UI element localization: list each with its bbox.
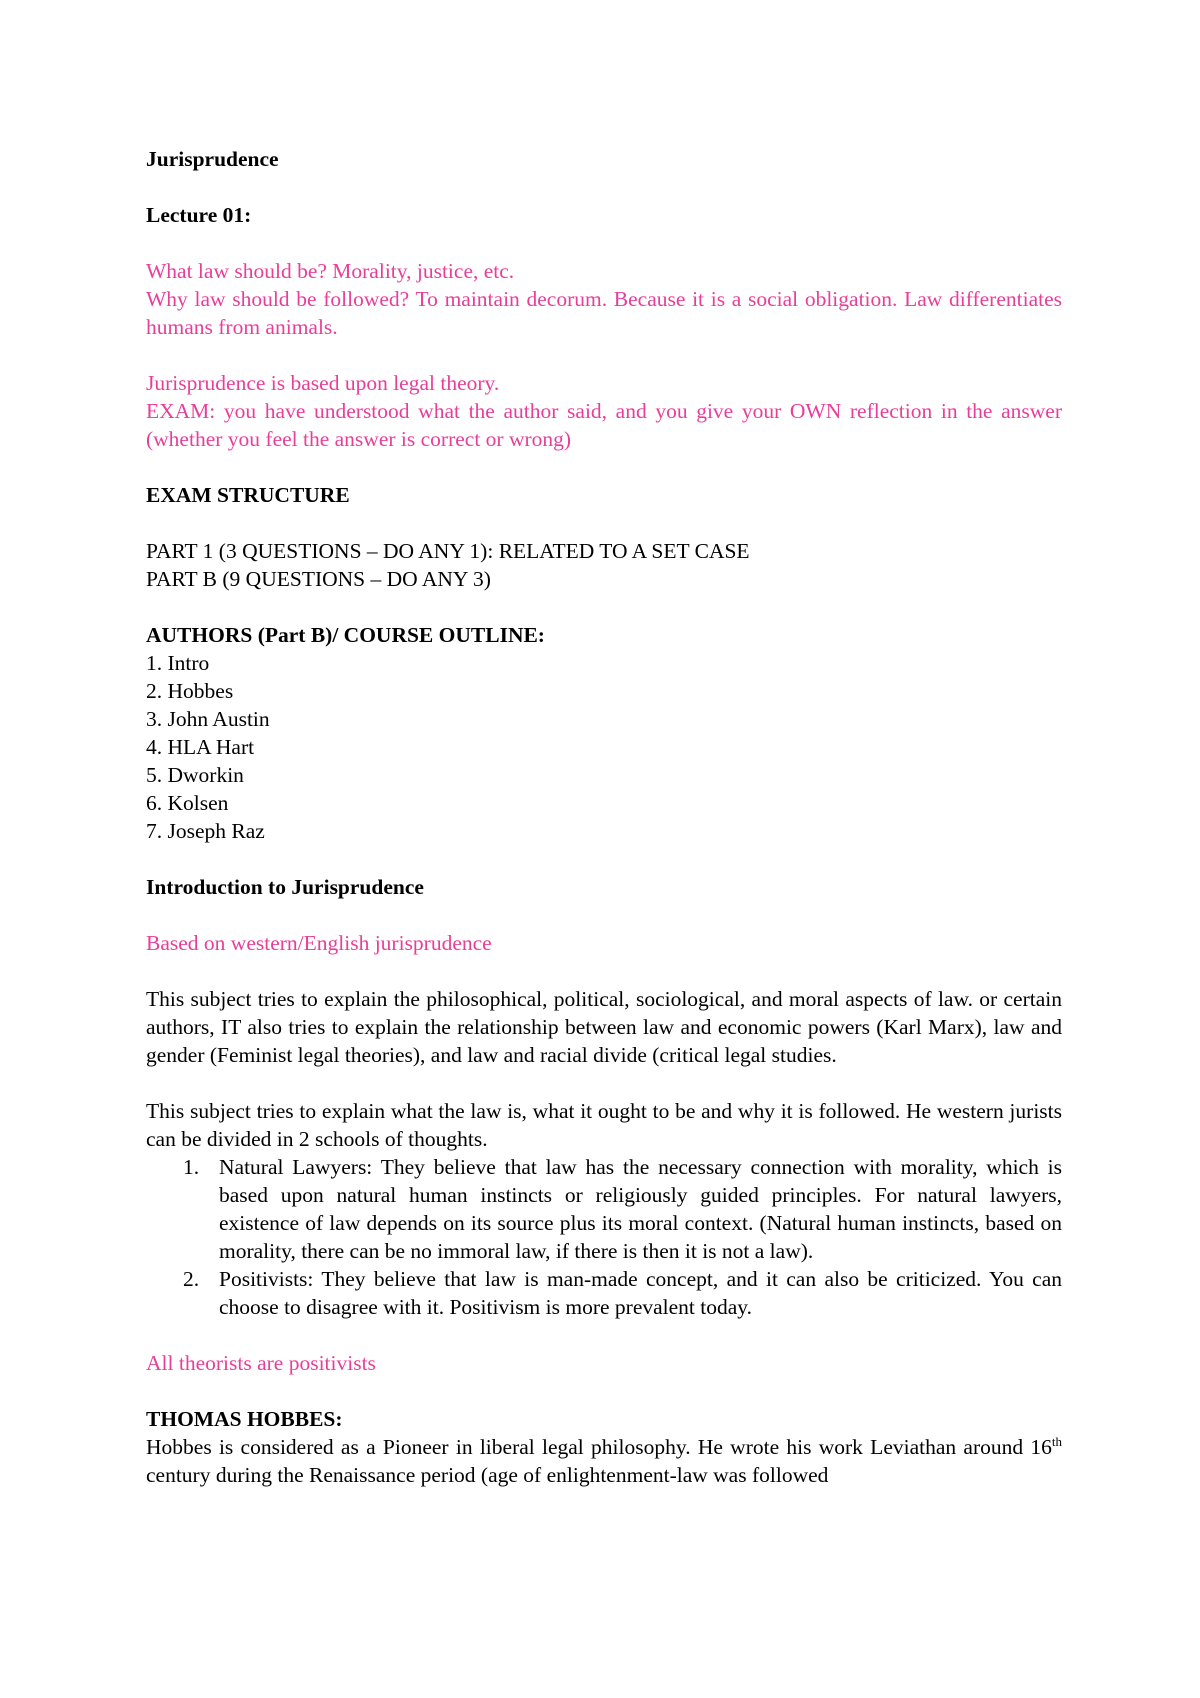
document-body (146, 145, 1062, 1489)
note-line: What law should be? Morality, justice, etc. (146, 259, 515, 283)
superscript: th (1051, 1433, 1062, 1449)
lecture-heading: Lecture 01: (146, 203, 252, 227)
note-line: Why law should be followed? To maintain decorum. Because it is a social obligation. Law differentiates humans from animals. (146, 287, 1062, 339)
list-item (146, 1153, 1062, 1265)
outline-item: 6. Kolsen (146, 791, 229, 815)
hobbes-line (146, 1433, 1062, 1489)
list-text: Positivists: They believe that law is man-made concept, and it can also be criticized. You can choose to disagree with it. Positivism is more prevalent today. (219, 1267, 1062, 1319)
course-outline-heading: AUTHORS (Part B)/ COURSE OUTLINE: (146, 623, 545, 647)
note-line: Jurisprudence is based upon legal theory. (146, 371, 500, 395)
exam-part: PART B (9 QUESTIONS – DO ANY 3) (146, 567, 491, 591)
outline-item: 3. John Austin (146, 707, 270, 731)
hobbes-text: around 16 (963, 1435, 1052, 1459)
intro-paragraph: This subject tries to explain the philosophical, political, sociological, and moral aspects of law. or certain authors, IT also tries to explain the relationship between law and economic powers (Karl Marx), law and gender (Feminist legal theories), and law and racial divide (critical legal studies. (146, 987, 1062, 1067)
outline-item: 4. HLA Hart (146, 735, 255, 759)
list-number: 2. (183, 1267, 200, 1291)
exam-structure-heading: EXAM STRUCTURE (146, 483, 350, 507)
list-text: Natural Lawyers: They believe that law has the necessary connection with morality, which is based upon natural human instincts or religiously guided principles. For natural lawyers, existence of law depends on its source plus its moral context. (Natural human instincts, based on morality, there can be no immoral law, if there is then it is not a law). (219, 1155, 1062, 1263)
hobbes-text: Hobbes is considered as a Pioneer in liberal legal philosophy. He wrote his work Leviathan (146, 1435, 957, 1459)
hobbes-text: century during the Renaissance period (age of enlightenment-law was followed (146, 1463, 829, 1487)
outline-item: 7. Joseph Raz (146, 819, 265, 843)
schools-list (146, 1153, 1062, 1321)
list-item (146, 1265, 1062, 1321)
outline-item: 2. Hobbes (146, 679, 234, 703)
intro-paragraph: This subject tries to explain what the law is, what it ought to be and why it is followed. He western jurists can be divided in 2 schools of thoughts. (146, 1099, 1062, 1151)
outline-item: 1. Intro (146, 651, 210, 675)
document-title: Jurisprudence (146, 147, 279, 171)
outline-item: 5. Dworkin (146, 763, 244, 787)
list-number: 1. (183, 1155, 200, 1179)
intro-heading: Introduction to Jurisprudence (146, 875, 424, 899)
exam-part: PART 1 (3 QUESTIONS – DO ANY 1): RELATED TO A SET CASE (146, 539, 750, 563)
note-line: EXAM: you have understood what the author said, and you give your OWN reflection in the answer (whether you feel the answer is correct or wrong) (146, 399, 1062, 451)
hobbes-heading: THOMAS HOBBES: (146, 1407, 343, 1431)
intro-note: Based on western/English jurisprudence (146, 931, 492, 955)
intro-note: All theorists are positivists (146, 1351, 376, 1375)
